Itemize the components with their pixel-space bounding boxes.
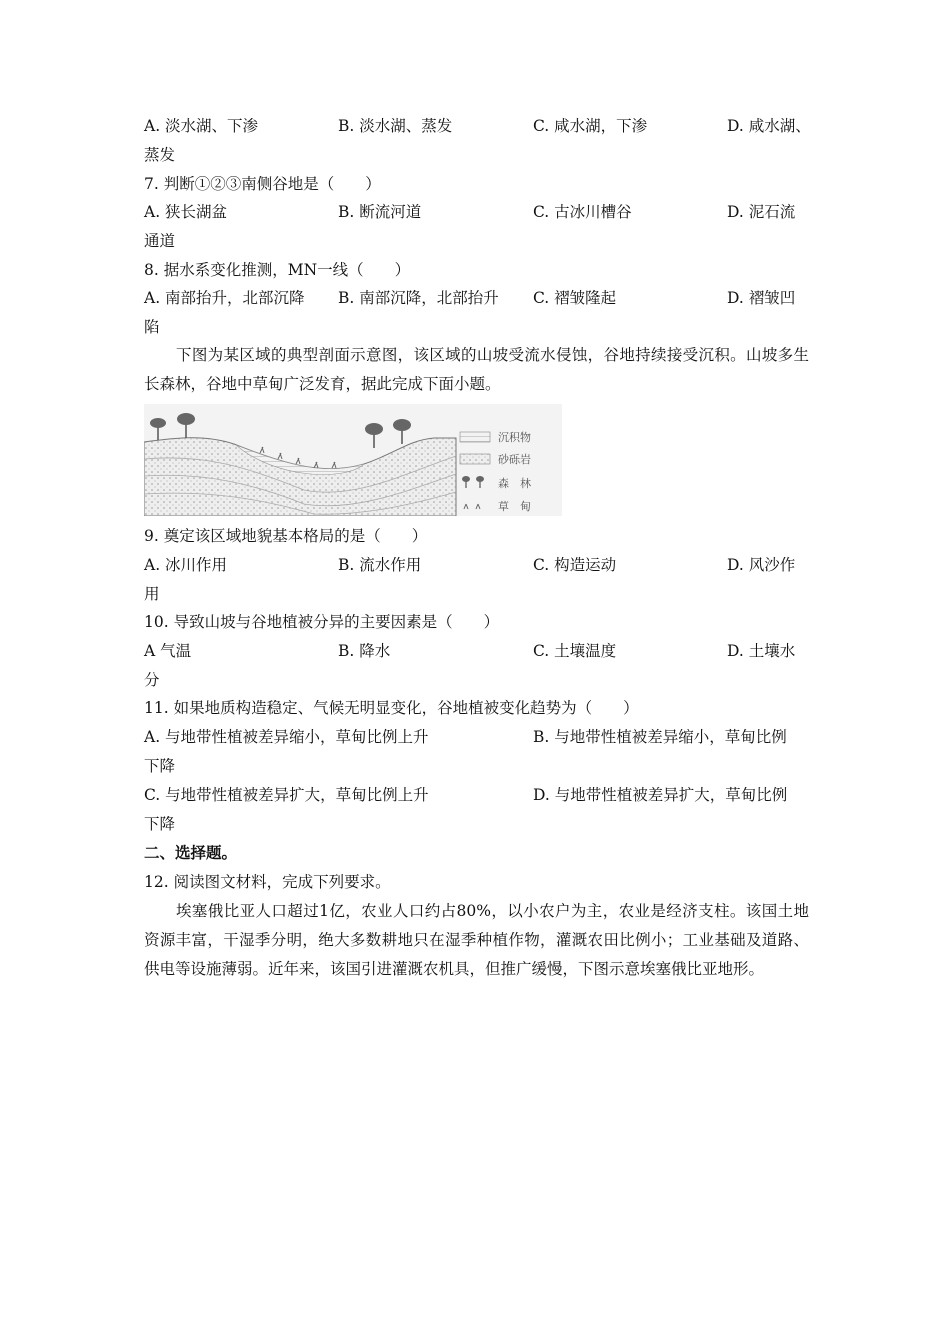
q11-option-c: C. 与地带性植被差异扩大，草甸比例上升 xyxy=(144,786,429,804)
q7-option-c: C. 古冰川槽谷 xyxy=(533,203,632,221)
q9-option-d: D. 风沙作 xyxy=(727,556,796,574)
q7-option-b: B. 断流河道 xyxy=(338,203,422,221)
q6-option-a: A. 淡水湖、下渗 xyxy=(144,117,259,135)
q9-stem: 9. 奠定该区域地貌基本格局的是（ ） xyxy=(144,527,428,545)
q10-stem: 10. 导致山坡与谷地植被分异的主要因素是（ ） xyxy=(144,613,500,631)
q11-option-a: A. 与地带性植被差异缩小，草甸比例上升 xyxy=(144,728,429,746)
legend-sediment-swatch xyxy=(460,432,490,442)
legend-forest-label: 森 林 xyxy=(498,477,531,490)
q10-option-c: C. 土壤温度 xyxy=(533,642,617,660)
q8-option-a: A. 南部抬升，北部沉降 xyxy=(144,289,305,307)
q11-option-b: B. 与地带性植被差异缩小，草甸比例 xyxy=(533,728,787,746)
q7-stem: 7. 判断①②③南侧谷地是（ ） xyxy=(144,175,381,193)
q6-option-b: B. 淡水湖、蒸发 xyxy=(338,117,453,135)
cross-section-svg xyxy=(144,404,562,516)
q10-option-d: D. 土壤水 xyxy=(727,642,796,660)
legend-sandstone-swatch xyxy=(460,454,490,464)
q12-stem: 12. 阅读图文材料，完成下列要求。 xyxy=(144,873,391,891)
q9-option-b: B. 流水作用 xyxy=(338,556,422,574)
q10-option-b: B. 降水 xyxy=(338,642,391,660)
q11-option-d: D. 与地带性植被差异扩大，草甸比例 xyxy=(533,786,788,804)
q9-option-c: C. 构造运动 xyxy=(533,556,617,574)
q8-stem: 8. 据水系变化推测，MN一线（ ） xyxy=(144,261,411,279)
q10-option-a: A 气温 xyxy=(144,642,192,660)
q6-option-d-wrap: 蒸发 xyxy=(144,146,176,164)
section-heading: 二、选择题。 xyxy=(144,843,238,862)
q9-option-a: A. 冰川作用 xyxy=(144,556,228,574)
q11-stem: 11. 如果地质构造稳定、气候无明显变化，谷地植被变化趋势为（ ） xyxy=(144,699,639,717)
q7-option-d-wrap: 通道 xyxy=(144,232,176,250)
q11-option-d-wrap: 下降 xyxy=(144,815,176,833)
q6-option-c: C. 咸水湖，下渗 xyxy=(533,117,648,135)
q7-option-a: A. 狭长湖盆 xyxy=(144,203,228,221)
q7-option-d: D. 泥石流 xyxy=(727,203,796,221)
cross-section-figure xyxy=(144,404,562,516)
q11-option-b-wrap: 下降 xyxy=(144,757,176,775)
q9-option-d-wrap: 用 xyxy=(144,585,160,603)
passage-profile: 下图为某区域的典型剖面示意图，该区域的山坡受流水侵蚀，谷地持续接受沉积。山坡多生长森林，谷地中草甸广泛发育，据此完成下面小题。 xyxy=(144,346,809,393)
legend-sediment-label: 沉积物 xyxy=(498,431,531,444)
passage-ethiopia: 埃塞俄比亚人口超过1亿，农业人口约占80%，以小农户为主，农业是经济支柱。该国土地资源丰富，干湿季分明，绝大多数耕地只在湿季种植作物，灌溉农田比例小；工业基础及道路、供电等设施薄弱。近年来，该国引进灌溉农机具，但推广缓慢，下图示意埃塞俄比亚地形。 xyxy=(144,902,809,978)
legend-sandstone-label: 砂砾岩 xyxy=(498,453,531,466)
q8-option-b: B. 南部沉降，北部抬升 xyxy=(338,289,499,307)
q10-option-d-wrap: 分 xyxy=(144,671,160,689)
q8-option-d: D. 褶皱凹 xyxy=(727,289,796,307)
q8-option-c: C. 褶皱隆起 xyxy=(533,289,617,307)
legend-meadow-label: 草 甸 xyxy=(498,500,531,513)
q6-option-d: D. 咸水湖、 xyxy=(727,117,811,135)
q8-option-d-wrap: 陷 xyxy=(144,318,160,336)
